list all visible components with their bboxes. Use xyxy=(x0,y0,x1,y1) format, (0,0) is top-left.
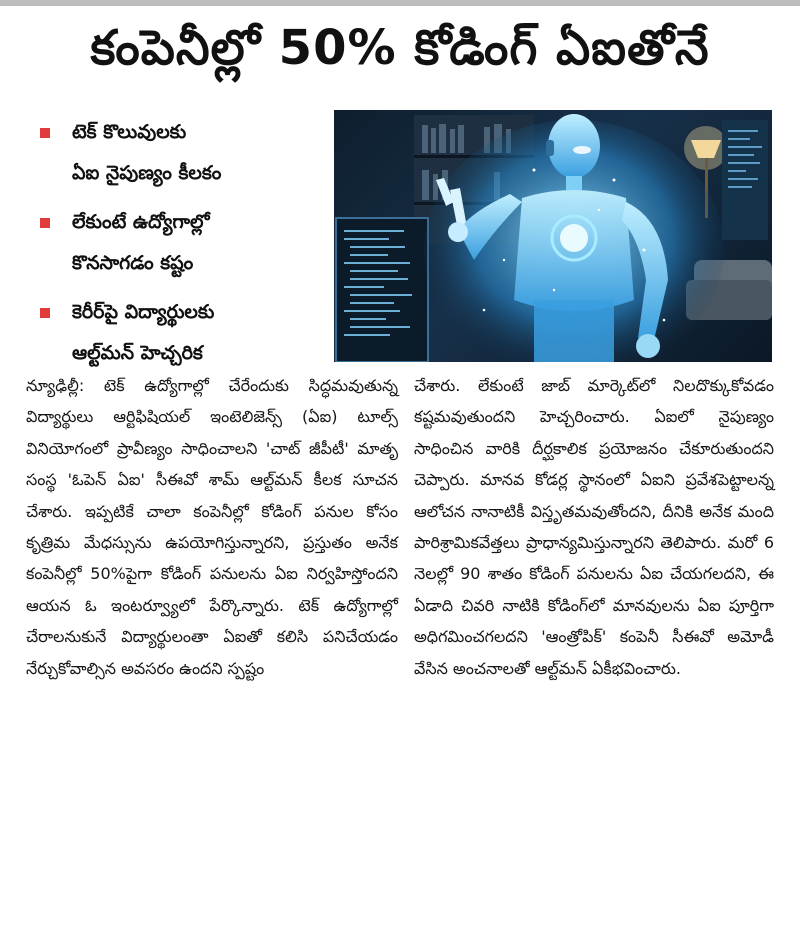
bullet-square-icon xyxy=(40,128,50,138)
highlight-text xyxy=(72,202,210,284)
article-text: చేశారు. లేకుంటే జాబ్ మార్కెట్‌లో నిలదొక్కుకోవడం కష్టమవుతుందని హెచ్చరించారు. ఏఐలో నైపుణ్యం సాధించిన వారికి దీర్ఘకాలిక ప్రయోజనం చేకూరుతుందని చెప్పారు. మానవ కోడర్ల స్థానంలో ఏఐని ప్రవేశపెట్టాలన్న ఆలోచన నానాటికీ విస్తృతమవుతోందని, దీనికి అనేక మంది పారిశ్రామికవేత్తలు ప్రాధాన్యమిస్తున్నారని తెలిపారు. మరో 6 నెలల్లో 90 శాతం కోడింగ్ పనులను ఏఐ చేయగలదని, ఈ ఏడాది చివరి నాటికి కోడింగ్‌లో మానవులను ఏఐ పూర్తిగా అధిగమించగలదని 'ఆంత్రోపిక్' కంపెనీ సీఈవో అమోడీ వేసిన అంచనాలతో ఆల్ట్‌మన్ ఏకీభవించారు. xyxy=(414,376,774,678)
bullet-square-icon xyxy=(40,218,50,228)
bullet-square-icon xyxy=(40,308,50,318)
highlight-line-2: కొనసాగడం కష్టం xyxy=(72,252,194,274)
highlight-text xyxy=(72,112,221,194)
highlight-line-2: ఆల్ట్‌మన్ హెచ్చరిక xyxy=(72,342,203,364)
article-text: న్యూఢిల్లీ: టెక్ ఉద్యోగాల్లో చేరేందుకు సిద్ధమవుతున్న విద్యార్థులు ఆర్టిఫిషియల్ ఇంటెలిజెన్స్ (ఏఐ) టూల్స్ వినియోగంలో ప్రావీణ్యం సాధించాలని 'చాట్ జీపీటీ' మాతృ సంస్థ 'ఓపెన్ ఏఐ' సీఈవో శామ్ ఆల్ట్‌మన్ కీలక సూచన చేశారు. ఇప్పటికే చాలా కంపెనీల్లో కోడింగ్ పనుల కోసం కృత్రిమ మేధస్సును ఉపయోగిస్తున్నారని, ప్రస్తుతం అనేక కంపెనీల్లో 50%పైగా కోడింగ్ పనులను ఏఐ నిర్వహిస్తోందని ఆయన ఓ ఇంటర్వ్యూలో పేర్కొన్నారు. టెక్ ఉద్యోగాల్లో చేరాలనుకునే విద్యార్థులంతా ఏఐతో కలిసి పనిచేయడం నేర్చుకోవాల్సిన అవసరం ఉందని స్పష్టం xyxy=(26,376,398,678)
article-column-left xyxy=(26,370,398,684)
highlight-line-2: ఏఐ నైపుణ్యం కీలకం xyxy=(72,162,222,184)
top-rule xyxy=(0,0,800,6)
highlight-item xyxy=(40,292,330,374)
highlights-list xyxy=(40,112,330,382)
headline: కంపెనీల్లో 50% కోడింగ్ ఏఐతోనే xyxy=(90,20,710,76)
highlight-item xyxy=(40,202,330,284)
highlight-line-1: టెక్ కొలువులకు xyxy=(72,121,187,143)
ai-robot-illustration-icon xyxy=(334,110,772,362)
highlight-line-1: కెరీర్‌పై విద్యార్థులకు xyxy=(72,301,215,323)
highlight-item xyxy=(40,112,330,194)
highlight-text xyxy=(72,292,214,374)
ai-robot-photo xyxy=(334,110,772,362)
article-column-right xyxy=(414,370,774,684)
highlight-line-1: లేకుంటే ఉద్యోగాల్లో xyxy=(72,211,210,233)
